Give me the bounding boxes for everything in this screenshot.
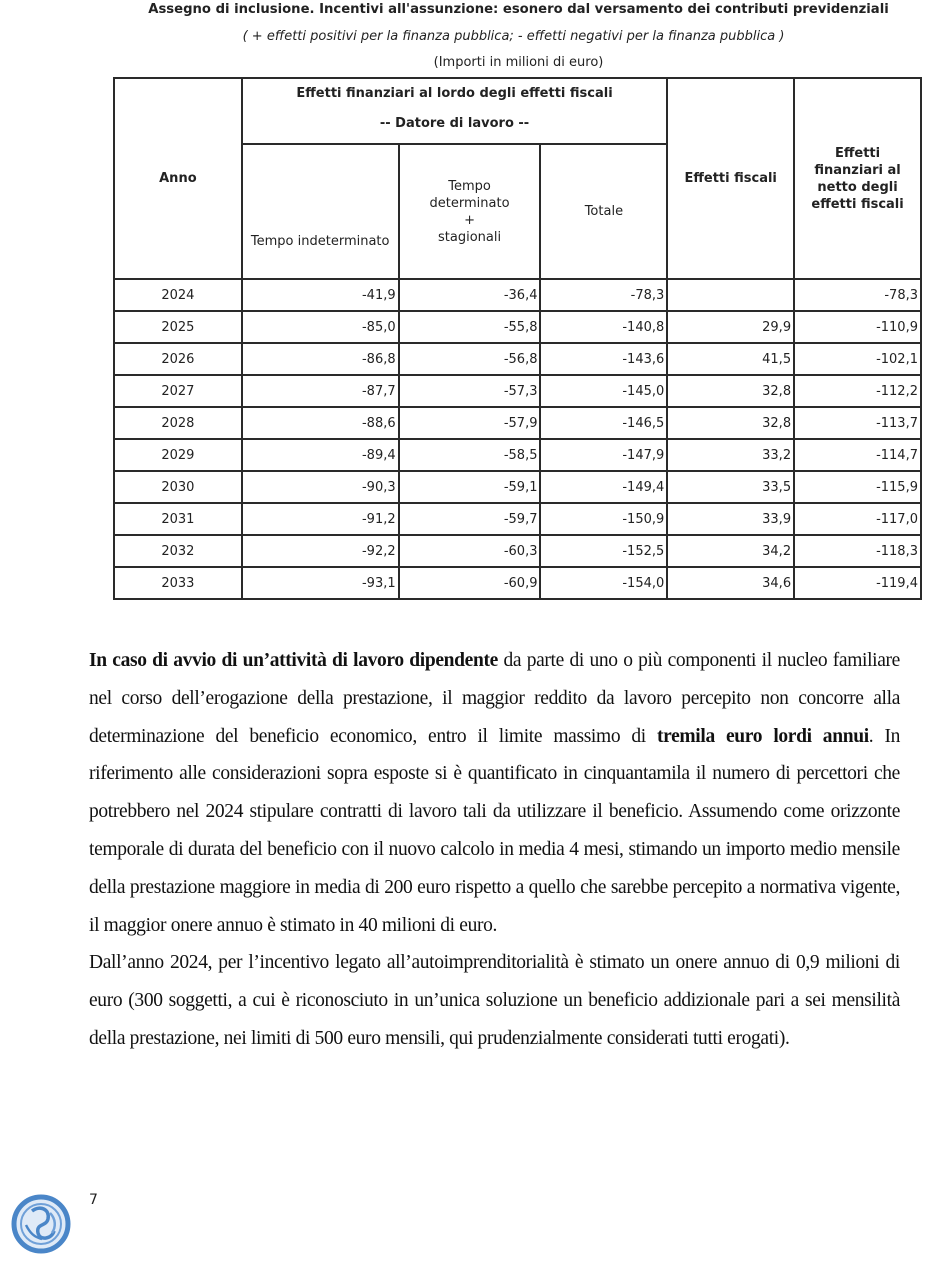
table-row — [114, 535, 921, 567]
cell-anno: 2029 — [114, 439, 242, 471]
cell-determinato: -56,8 — [399, 343, 541, 375]
cell-netto: -117,0 — [794, 503, 921, 535]
header-td-line: stagionali — [438, 229, 502, 245]
body-text — [89, 642, 900, 1058]
header-netto-line: netto degli — [817, 179, 898, 195]
table-row — [114, 407, 921, 439]
cell-totale: -140,8 — [540, 311, 667, 343]
cell-anno: 2030 — [114, 471, 242, 503]
bold-phrase: tremila euro lordi annui — [657, 725, 869, 747]
cell-fiscali: 33,5 — [667, 471, 794, 503]
cell-determinato: -57,9 — [399, 407, 541, 439]
cell-indeterminato: -85,0 — [242, 311, 399, 343]
cell-indeterminato: -86,8 — [242, 343, 399, 375]
cell-totale: -145,0 — [540, 375, 667, 407]
cell-netto: -115,9 — [794, 471, 921, 503]
header-anno: Anno — [114, 78, 242, 279]
cell-netto: -113,7 — [794, 407, 921, 439]
institutional-seal-icon — [10, 1193, 72, 1255]
cell-determinato: -59,7 — [399, 503, 541, 535]
header-netto-line: effetti fiscali — [811, 196, 904, 212]
cell-anno: 2027 — [114, 375, 242, 407]
table-row — [114, 375, 921, 407]
header-tempo-determinato — [399, 144, 541, 279]
cell-indeterminato: -89,4 — [242, 439, 399, 471]
cell-anno: 2024 — [114, 279, 242, 311]
cell-fiscali: 34,6 — [667, 567, 794, 599]
cell-determinato: -36,4 — [399, 279, 541, 311]
header-netto-line: Effetti — [834, 145, 881, 161]
table-title: Assegno di inclusione. Incentivi all'assunzione: esonero dal versamento dei contributi previdenziali — [148, 2, 889, 17]
cell-anno: 2031 — [114, 503, 242, 535]
header-effetti-fiscali: Effetti fiscali — [667, 78, 794, 279]
cell-fiscali — [667, 279, 794, 311]
cell-fiscali: 41,5 — [667, 343, 794, 375]
paragraph-autoimprenditorialita: Dall’anno 2024, per l’incentivo legato all’autoimprenditorialità è stimato un onere annuo di 0,9 milioni di euro (300 soggetti, a cui è riconosciuto in un’unica soluzione un beneficio addizionale pari a sei mensilità della prestazione, nei limiti di 500 euro mensili, qui prudenzialmente considerati tutti erogati). — [89, 952, 900, 1049]
table-subtitle: ( + effetti positivi per la finanza pubblica; - effetti negativi per la finanza pubblica ) — [242, 29, 785, 44]
table-row — [114, 567, 921, 599]
header-netto-line: finanziari al — [814, 162, 901, 178]
table-row — [114, 439, 921, 471]
cell-netto: -112,2 — [794, 375, 921, 407]
header-tempo-indeterminato: Tempo indeterminato — [242, 144, 399, 279]
cell-netto: -119,4 — [794, 567, 921, 599]
cell-determinato: -60,3 — [399, 535, 541, 567]
cell-fiscali: 34,2 — [667, 535, 794, 567]
paragraph-text: . In riferimento alle considerazioni sopra esposte si è quantificato in cinquantamila il numero di percettori che potrebbero nel 2024 stipulare contratti di lavoro tali da utilizzare il beneficio. Assumendo come orizzonte temporale di durata del beneficio con il nuovo calcolo in media 4 mesi, stimando un importo medio mensile della prestazione maggiore in media di 200 euro rispetto a quello che sarebbe percepito a normativa vigente, il maggior onere annuo è stimato in 40 milioni di euro. — [89, 725, 900, 936]
table-row — [114, 311, 921, 343]
cell-determinato: -59,1 — [399, 471, 541, 503]
cell-indeterminato: -90,3 — [242, 471, 399, 503]
cell-indeterminato: -87,7 — [242, 375, 399, 407]
cell-totale: -149,4 — [540, 471, 667, 503]
cell-indeterminato: -41,9 — [242, 279, 399, 311]
header-totale: Totale — [540, 144, 667, 279]
cell-fiscali: 32,8 — [667, 375, 794, 407]
cell-indeterminato: -88,6 — [242, 407, 399, 439]
cell-netto: -114,7 — [794, 439, 921, 471]
header-datore-lavoro: -- Datore di lavoro -- — [379, 116, 530, 131]
paragraph-text: da parte di uno o più componenti il nucleo familiare nel corso dell’erogazione della prestazione, il maggior reddito da lavoro percepito non concorre alla determinazione del beneficio economico, entro il limite massimo di — [89, 650, 900, 747]
table-row — [114, 503, 921, 535]
cell-fiscali: 29,9 — [667, 311, 794, 343]
header-td-line: Tempo — [448, 178, 491, 194]
cell-anno: 2032 — [114, 535, 242, 567]
cell-totale: -147,9 — [540, 439, 667, 471]
cell-indeterminato: -92,2 — [242, 535, 399, 567]
page-number: 7 — [89, 1192, 98, 1208]
cell-anno: 2025 — [114, 311, 242, 343]
cell-totale: -154,0 — [540, 567, 667, 599]
paragraph-lavoro-dipendente — [89, 642, 900, 944]
cell-determinato: -57,3 — [399, 375, 541, 407]
units-note: (Importi in milioni di euro) — [433, 55, 604, 70]
cell-determinato: -58,5 — [399, 439, 541, 471]
header-lordo-title: Effetti finanziari al lordo degli effetti fiscali — [296, 86, 613, 101]
cell-totale: -150,9 — [540, 503, 667, 535]
cell-fiscali: 33,9 — [667, 503, 794, 535]
table-row — [114, 343, 921, 375]
cell-totale: -143,6 — [540, 343, 667, 375]
header-lordo — [242, 78, 668, 144]
cell-totale: -152,5 — [540, 535, 667, 567]
bold-phrase: In caso di avvio di un’attività di lavoro dipendente — [89, 650, 498, 671]
cell-netto: -102,1 — [794, 343, 921, 375]
cell-netto: -78,3 — [794, 279, 921, 311]
cell-indeterminato: -91,2 — [242, 503, 399, 535]
cell-totale: -146,5 — [540, 407, 667, 439]
cell-anno: 2026 — [114, 343, 242, 375]
cell-determinato: -60,9 — [399, 567, 541, 599]
table-row — [114, 279, 921, 311]
cell-anno: 2028 — [114, 407, 242, 439]
cell-anno: 2033 — [114, 567, 242, 599]
cell-netto: -118,3 — [794, 535, 921, 567]
header-td-line: determinato — [429, 195, 510, 211]
cell-determinato: -55,8 — [399, 311, 541, 343]
header-netto — [794, 78, 921, 279]
financial-effects-table — [113, 77, 922, 600]
cell-netto: -110,9 — [794, 311, 921, 343]
cell-fiscali: 33,2 — [667, 439, 794, 471]
cell-indeterminato: -93,1 — [242, 567, 399, 599]
cell-fiscali: 32,8 — [667, 407, 794, 439]
table-row — [114, 471, 921, 503]
cell-totale: -78,3 — [540, 279, 667, 311]
header-td-line: + — [464, 212, 475, 228]
